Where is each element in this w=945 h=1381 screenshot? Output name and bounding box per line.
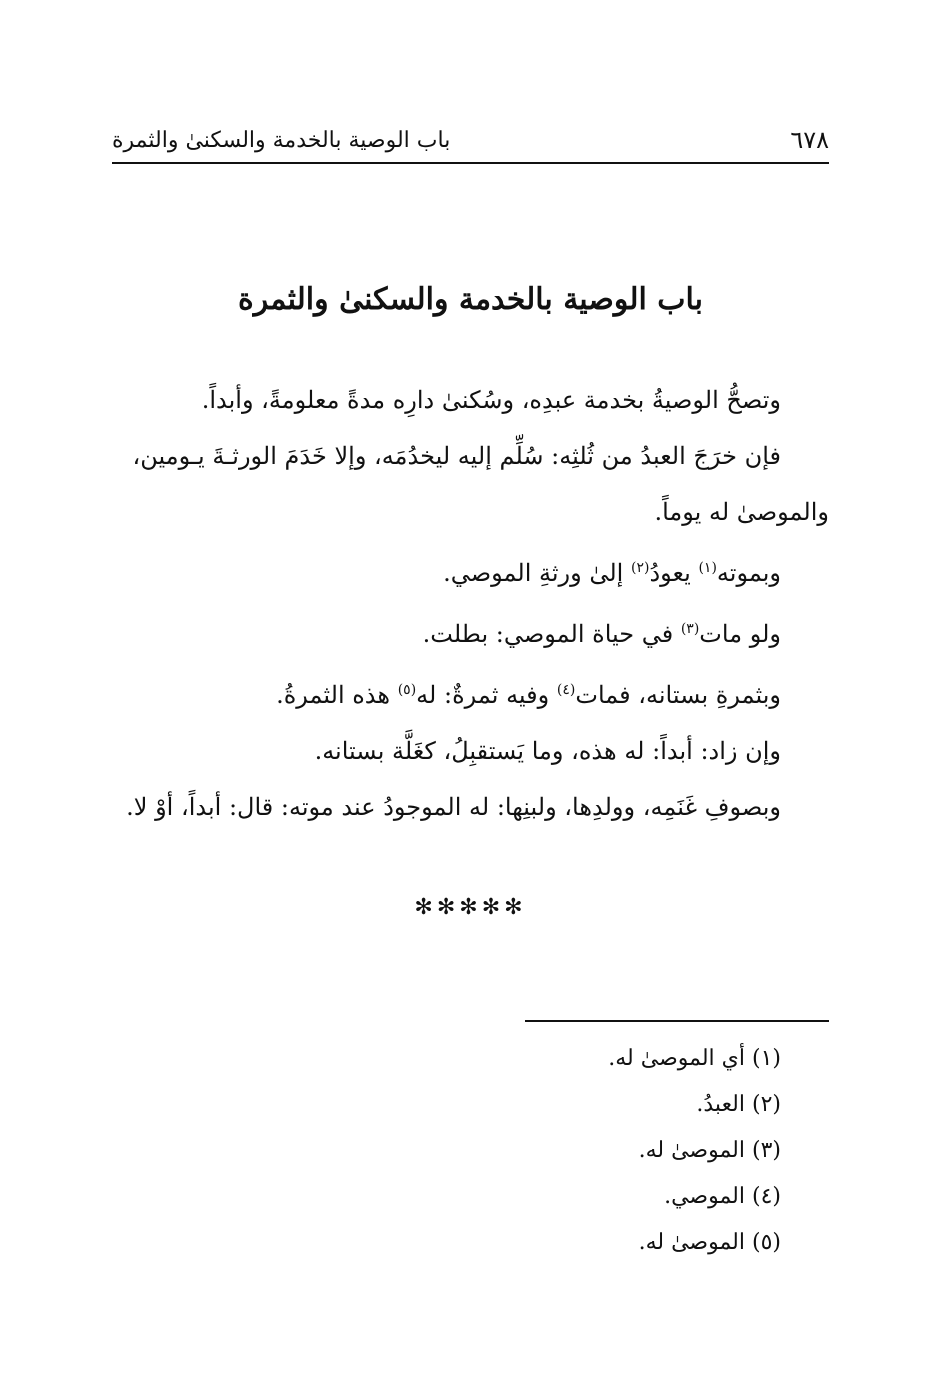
text-run: في حياة الموصي: بطلت. — [422, 620, 681, 648]
footnote: (٤) الموصي. — [664, 1184, 781, 1209]
text-run: ولو مات — [699, 620, 781, 648]
text-run: فإن خرَجَ العبدُ من ثُلثِه: سُلِّم إليه ليخدُمَه، وإلا خَدَمَ الورثـةَ يـومين، والموصىٰ له يوماً. — [132, 442, 829, 526]
text-run: وبثمرةِ بستانه، فمات — [575, 681, 781, 709]
text-run: وبصوفِ غَنَمِه، وولدِها، ولبنِها: له الموجودُ عند موته: قال: أبداً، أوْ لا. — [126, 793, 781, 821]
paragraph — [112, 601, 829, 662]
text-run: إلىٰ ورثةِ الموصي. — [443, 559, 631, 587]
running-title: باب الوصية بالخدمة والسكنىٰ والثمرة — [112, 128, 451, 153]
page-number: ٦٧٨ — [790, 126, 829, 154]
footnote-ref: (٣) — [680, 621, 700, 637]
paragraph — [112, 372, 829, 428]
section-separator: ✻✻✻✻✻ — [414, 895, 527, 920]
footnote: (١) أي الموصىٰ له. — [608, 1046, 781, 1071]
paragraph — [112, 662, 829, 723]
page-header — [112, 120, 829, 164]
footnotes — [112, 1036, 829, 1266]
text-run: وإن زاد: أبداً: له هذه، وما يَستقبِلُ، كغَلَّة بستانه. — [314, 737, 781, 765]
footnote: (٥) الموصىٰ له. — [638, 1230, 781, 1255]
footnote-ref: (٤) — [556, 682, 576, 698]
text-run: هذه الثمرةُ. — [276, 681, 398, 709]
footnote-ref: (٢) — [630, 560, 650, 576]
paragraph — [112, 723, 829, 779]
paragraph — [112, 428, 829, 540]
chapter-title: باب الوصية بالخدمة والسكنىٰ والثمرة — [238, 282, 703, 317]
paragraph — [112, 779, 829, 835]
body-text — [112, 372, 829, 835]
footnote-ref: (٥) — [397, 682, 417, 698]
paragraph — [112, 540, 829, 601]
text-run: وتصحُّ الوصيةُ بخدمة عبدِه، وسُكنىٰ دارِه مدةً معلومةً، وأبداً. — [201, 386, 781, 414]
header-rule — [112, 162, 829, 164]
footnote-rule — [525, 1020, 829, 1022]
text-run: وفيه ثمرةٌ: له — [416, 681, 557, 709]
text-run: يعودُ — [649, 559, 699, 587]
footnote: (٢) العبدُ. — [696, 1092, 781, 1117]
footnote: (٣) الموصىٰ له. — [638, 1138, 781, 1163]
text-run: وبموته — [716, 559, 781, 587]
footnote-ref: (١) — [698, 560, 717, 576]
